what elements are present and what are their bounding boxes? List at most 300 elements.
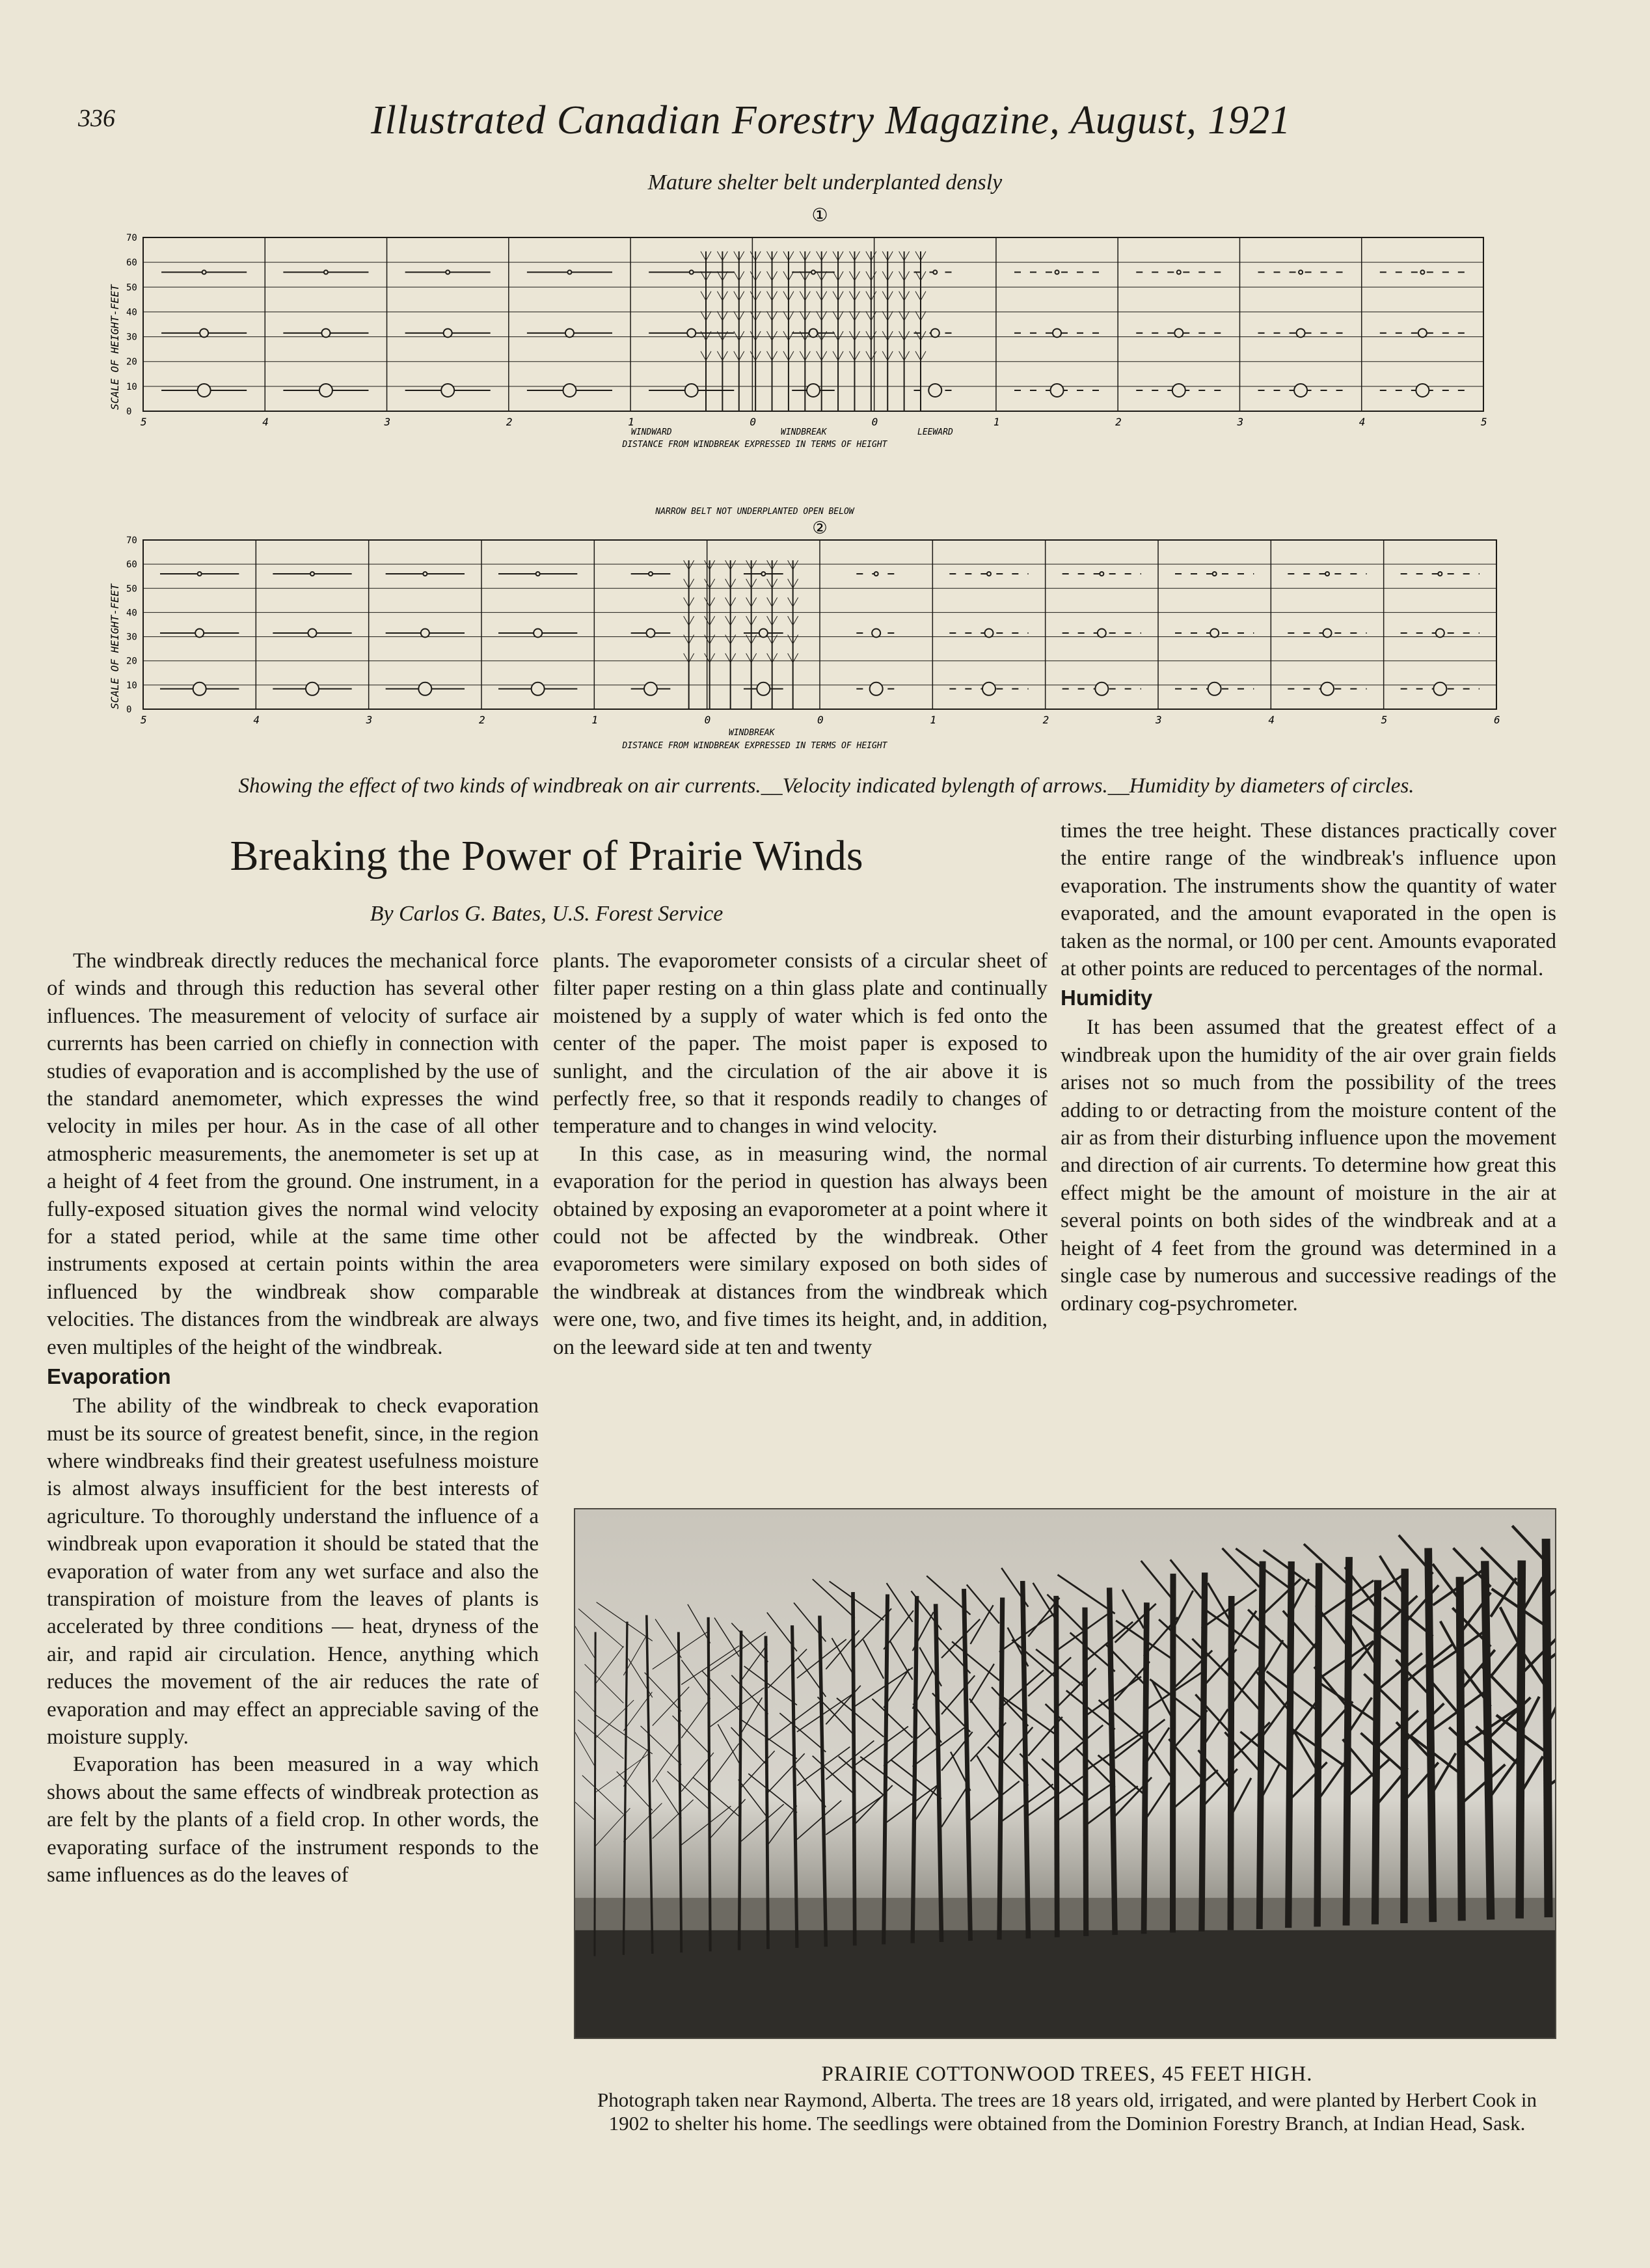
x-tick-label: 4	[1268, 714, 1275, 726]
top-axis-label-windward: WINDWARD	[631, 427, 672, 437]
tree-branch	[722, 251, 727, 260]
tree-branch	[800, 291, 805, 301]
paragraph: The windbreak directly reduces the mechanical force of winds and through this reduction has several other influences. The measurement of velocity of surface air currernts has been carried on chiefly in connection with studies of evaporation and is accomplished by the use of the standard anemometer, which expresses the wind velocity in miles per hour. As in the case of all other atmospheric measurements, the anemometer is set up at a height of 4 feet from the ground. One instrument, in a fully-exposed situation gives the normal wind velocity for a stated period, while at the same time other instruments exposed at certain points within the area influenced by the windbreak show comparable velocities. The distances from the windbreak are always even multiples of the height of the windbreak.	[47, 949, 539, 1359]
humidity-circle	[446, 270, 450, 274]
tree-branch	[710, 635, 715, 644]
tree-branch	[915, 291, 921, 301]
y-tick-label: 20	[126, 357, 137, 368]
tree-branch	[838, 251, 843, 260]
x-tick-label: 0	[704, 714, 711, 726]
tree-branch	[750, 311, 755, 320]
tree-branch	[882, 331, 887, 340]
tree-branch	[866, 351, 871, 360]
tree-branch	[833, 311, 838, 320]
x-tick-label: 1	[930, 714, 936, 726]
humidity-circle	[444, 329, 452, 337]
tree-branch	[689, 560, 694, 569]
tree-branch	[767, 251, 772, 260]
tree-branch	[899, 271, 904, 280]
humidity-circle	[757, 682, 770, 695]
tree-branch	[871, 271, 876, 280]
tree-branch	[833, 251, 838, 260]
humidity-circle	[567, 270, 571, 274]
y-tick-label: 50	[126, 584, 137, 595]
humidity-circle	[982, 682, 995, 695]
tree-branch	[717, 311, 722, 320]
humidity-circle	[421, 629, 429, 638]
tree-branch	[734, 351, 739, 360]
tree-branch	[849, 271, 854, 280]
x-tick-label: 3	[1156, 714, 1162, 726]
x-tick-label: 2	[1115, 416, 1122, 428]
humidity-circle	[987, 572, 991, 576]
humidity-circle	[441, 384, 454, 397]
tree-branch	[722, 311, 727, 320]
humidity-circle	[690, 270, 694, 274]
tree-branch	[767, 311, 772, 320]
humidity-heading: Humidity	[1061, 986, 1153, 1010]
tree-branch	[731, 597, 736, 606]
tree-branch	[725, 560, 731, 569]
tree-branch	[751, 597, 757, 606]
tree-branch	[684, 635, 689, 644]
humidity-circle	[1436, 629, 1444, 638]
tree-branch	[871, 251, 876, 260]
tree-branch	[722, 291, 727, 301]
y-tick-label: 60	[126, 560, 137, 571]
tree-branch	[750, 351, 755, 360]
humidity-circle	[324, 270, 328, 274]
tree-branch	[854, 331, 859, 340]
humidity-circle	[1100, 572, 1103, 576]
tree-branch	[684, 560, 689, 569]
tree-branch	[887, 351, 893, 360]
tree-branch	[739, 271, 744, 280]
tree-branch	[755, 251, 761, 260]
tree-branch	[789, 331, 794, 340]
tree-branch	[882, 291, 887, 301]
tree-branch	[689, 579, 694, 588]
tree-branch	[739, 291, 744, 301]
cottonwood-tree	[1036, 1595, 1144, 1936]
humidity-circle	[872, 629, 880, 638]
tree-branch	[822, 291, 827, 301]
tree-branch	[833, 331, 838, 340]
tree-branch	[725, 597, 731, 606]
tree-branch	[866, 331, 871, 340]
humidity-circle	[1053, 329, 1061, 337]
y-tick-label: 70	[126, 535, 137, 546]
tree-branch	[921, 311, 926, 320]
tree-branch	[833, 291, 838, 301]
humidity-circle	[319, 384, 332, 397]
humidity-circle	[759, 629, 768, 638]
tree-branch	[710, 597, 715, 606]
tree-branch	[684, 579, 689, 588]
x-tick-label: 1	[628, 416, 634, 428]
tree-branch	[750, 251, 755, 260]
tree-branch	[871, 311, 876, 320]
tree-branch	[772, 351, 778, 360]
tree-branch	[849, 331, 854, 340]
y-tick-label: 40	[126, 608, 137, 619]
tree-branch	[731, 635, 736, 644]
tree-branch	[751, 579, 757, 588]
humidity-circle	[933, 270, 937, 274]
tree-branch	[904, 331, 910, 340]
tree-branch	[731, 579, 736, 588]
tree-branch	[767, 597, 772, 606]
humidity-circle	[687, 329, 696, 337]
paragraph: In this case, as in measuring wind, the normal evaporation for the period in question has always been obtained by exposing an evaporometer at a point where it could not be affected by the windbreak. Other evaporometers were similary exposed on both sides of the windbreak at distances from the windbreak which were one, two, and five times its height, and, in addition, on the leeward side at ten and twenty	[553, 1142, 1048, 1359]
y-tick-label: 20	[126, 656, 137, 667]
article-headline: Breaking the Power of Prairie Winds	[230, 832, 863, 880]
tree-branch	[887, 251, 893, 260]
cottonwood-tree	[860, 1583, 964, 1943]
tree-branch	[838, 271, 843, 280]
x-tick-label: 5	[1481, 416, 1487, 428]
tree-branch	[725, 616, 731, 625]
humidity-circle	[310, 572, 314, 576]
tree-silhouettes	[575, 1509, 1555, 2038]
tree-branch	[689, 616, 694, 625]
paragraph: The ability of the windbreak to check evaporation must be its source of greatest benefit, since, in the region where windbreaks find their greatest usefulness moisture is almost always insufficient for the best interests of agriculture. To thoroughly understand the influence of a windbreak upon evaporation it should be stated that the evaporation of water from any wet surface and also the transpiration of moisture from the leaves of plants is accelerated by three conditions — heat, dryness of the air, and rapid air circulation. Hence, anything which reduces the movement of the air reduces the rate of evaporation and may effect an appreciable saving of the moisture supply.	[47, 1394, 539, 1749]
tree-branch	[701, 311, 706, 320]
tree-branch	[800, 311, 805, 320]
humidity-circle	[423, 572, 427, 576]
tree-branch	[684, 597, 689, 606]
photo-caption	[586, 2060, 1549, 2135]
y-tick-label: 0	[126, 705, 132, 715]
tree-branch	[871, 291, 876, 301]
tree-branch	[838, 331, 843, 340]
tree-branch	[767, 560, 772, 569]
x-tick-label: 1	[591, 714, 598, 726]
humidity-circle	[565, 329, 574, 337]
tree-branch	[854, 251, 859, 260]
tree-branch	[731, 560, 736, 569]
tree-branch	[751, 635, 757, 644]
tree-branch	[717, 291, 722, 301]
tree-branch	[849, 251, 854, 260]
tree-branch	[722, 351, 727, 360]
humidity-circle	[202, 270, 206, 274]
tree-branch	[904, 311, 910, 320]
tree-branch	[739, 351, 744, 360]
tree-branch	[772, 291, 778, 301]
cottonwood-tree	[1150, 1559, 1256, 1931]
humidity-circle	[1297, 329, 1305, 337]
tree-branch	[772, 271, 778, 280]
humidity-circle	[809, 329, 818, 337]
tree-branch	[822, 251, 827, 260]
tree-branch	[921, 351, 926, 360]
paragraph: plants. The evaporometer consists of a circular sheet of filter paper resting on a thin glass plate and continually moistened by a supply of water which is fed onto the center of the paper. The moist paper is exposed to sunlight, and the circulation of the air above it is perfectly free, so that it responds readily to changes of temperature and to changes in wind velocity.	[553, 949, 1048, 1139]
humidity-circle	[536, 572, 540, 576]
tree-branch	[788, 616, 793, 625]
tree-branch	[817, 291, 822, 301]
tree-branch	[915, 251, 921, 260]
tree-branch	[772, 311, 778, 320]
humidity-circle	[563, 384, 576, 397]
evaporation-heading: Evaporation	[47, 1364, 171, 1389]
tree-branch	[755, 351, 761, 360]
tree-branch	[921, 271, 926, 280]
paragraph: Evaporation has been measured in a way which shows about the same effects of windbreak protection as are felt by the plants of a field crop. In other words, the evaporating surface of the instrument responds to the same influences as do the leaves of	[47, 1753, 539, 1887]
humidity-circle	[1098, 629, 1106, 638]
tree-branch	[854, 291, 859, 301]
tree-branch	[904, 251, 910, 260]
humidity-circle	[193, 682, 206, 695]
x-tick-label: 5	[141, 416, 147, 428]
tree-branch	[833, 351, 838, 360]
x-tick-label: 4	[1359, 416, 1366, 428]
tree-branch	[783, 271, 789, 280]
tree-branch	[689, 597, 694, 606]
tree-branch	[822, 351, 827, 360]
tree-branch	[725, 579, 731, 588]
tree-branch	[800, 251, 805, 260]
tree-branch	[866, 311, 871, 320]
tree-branch	[739, 331, 744, 340]
humidity-circle	[649, 572, 653, 576]
tree-branch	[750, 291, 755, 301]
humidity-circle	[1051, 384, 1064, 397]
tree-branch	[789, 271, 794, 280]
humidity-circle	[931, 329, 940, 337]
cottonwood-tree	[1003, 1583, 1115, 1937]
tree-branch	[755, 311, 761, 320]
photo-caption-body: Photograph taken near Raymond, Alberta. The trees are 18 years old, irrigated, and were planted by Herbert Cook in 1902 to shelter his home. The seedlings were obtained from the Dominion Forestry Branch, at Indian Head, Sask.	[597, 2088, 1537, 2135]
tree-branch	[783, 311, 789, 320]
tree-branch	[822, 311, 827, 320]
humidity-circle	[1323, 629, 1332, 638]
article-byline: By Carlos G. Bates, U.S. Forest Service	[370, 902, 724, 926]
x-tick-label: 0	[871, 416, 878, 428]
tree-branch	[734, 271, 739, 280]
x-tick-label: 2	[479, 714, 485, 726]
tree-branch	[817, 311, 822, 320]
tree-branch	[887, 311, 893, 320]
humidity-circle	[195, 629, 204, 638]
humidity-circle	[321, 329, 330, 337]
tree-branch	[734, 311, 739, 320]
tree-branch	[783, 331, 789, 340]
tree-branch	[750, 331, 755, 340]
humidity-circle	[1438, 572, 1442, 576]
tree-branch	[772, 251, 778, 260]
tree-branch	[887, 291, 893, 301]
x-tick-label: 5	[141, 714, 147, 726]
tree-branch	[854, 311, 859, 320]
tree-branch	[805, 351, 810, 360]
tree-branch	[783, 251, 789, 260]
tree-branch	[706, 351, 711, 360]
humidity-circle	[198, 384, 211, 397]
tree-branch	[734, 331, 739, 340]
article-column-2	[553, 947, 1048, 1361]
humidity-circle	[1433, 682, 1446, 695]
tree-branch	[833, 271, 838, 280]
humidity-circle	[1177, 270, 1181, 274]
humidity-circle	[1294, 384, 1307, 397]
humidity-circle	[1325, 572, 1329, 576]
y-tick-label: 30	[126, 332, 137, 343]
tree-branch	[871, 331, 876, 340]
tree-branch	[921, 331, 926, 340]
ground	[575, 1924, 1555, 2038]
tree-branch	[767, 291, 772, 301]
tree-branch	[734, 291, 739, 301]
tree-branch	[849, 311, 854, 320]
x-tick-label: 3	[1237, 416, 1244, 428]
tree-branch	[746, 579, 751, 588]
tree-branch	[772, 331, 778, 340]
y-tick-label: 10	[126, 680, 137, 691]
tree-branch	[767, 351, 772, 360]
humidity-circle	[685, 384, 698, 397]
tree-branch	[882, 251, 887, 260]
tree-branch	[706, 251, 711, 260]
humidity-circle	[1213, 572, 1217, 576]
paragraph: It has been assumed that the greatest effect of a windbreak upon the humidity of the air over grain fields arises not so much from the possibility of the trees adding to or detracting from the moisture content of the air as from their disturbing influence upon the movement and direction of air currents. To determine how great this effect might be the amount of moisture in the air at several points on both sides of the windbreak and at a height of 4 feet from the ground was determined in a single case by numerous and successive readings of the ordinary cog-psychrometer.	[1061, 1016, 1556, 1316]
humidity-circle	[644, 682, 657, 695]
tree-branch	[701, 291, 706, 301]
paragraph: times the tree height. These distances practically cover the entire range of the windbreak's influence upon evaporation. The instruments show the quantity of water evaporated, and the amount evaporated in the open is taken as the normal, or 100 per cent. Amounts evaporated at other points are reduced to percentages of the normal.	[1061, 819, 1556, 981]
y-tick-label: 0	[126, 407, 132, 417]
x-tick-label: 4	[262, 416, 269, 428]
top-distance-label: DISTANCE FROM WINDBREAK EXPRESSED IN TERMS OF HEIGHT	[622, 440, 887, 450]
tree-branch	[838, 291, 843, 301]
tree-branch	[772, 597, 778, 606]
humidity-circle	[1208, 682, 1221, 695]
tree-branch	[783, 291, 789, 301]
tree-branch	[701, 251, 706, 260]
humidity-circle	[807, 384, 820, 397]
tree-branch	[882, 271, 887, 280]
tree-branch	[789, 351, 794, 360]
humidity-circle	[308, 629, 317, 638]
humidity-circle	[1321, 682, 1334, 695]
tree-branch	[717, 351, 722, 360]
bottom-distance-label: DISTANCE FROM WINDBREAK EXPRESSED IN TERMS OF HEIGHT	[622, 741, 887, 751]
humidity-circle	[761, 572, 765, 576]
tree-branch	[904, 351, 910, 360]
humidity-circle	[306, 682, 319, 695]
humidity-circle	[647, 629, 655, 638]
y-tick-label: 40	[126, 307, 137, 318]
article-column-1	[47, 947, 539, 1889]
cottonwood-tree	[742, 1612, 854, 1948]
tree-branch	[849, 291, 854, 301]
y-tick-label: 10	[126, 381, 137, 392]
cottonwood-tree	[1291, 1544, 1403, 1925]
tree-branch	[731, 616, 736, 625]
x-tick-label: 1	[993, 416, 1000, 428]
tree-branch	[788, 635, 793, 644]
tree-branch	[750, 271, 755, 280]
figure-caption: Showing the effect of two kinds of windbreak on air currents.__Velocity indicated bylength of arrows.__Humidity by diameters of circles.	[238, 774, 1414, 798]
tree-branch	[717, 251, 722, 260]
y-tick-label: 60	[126, 258, 137, 269]
tree-branch	[805, 311, 810, 320]
tree-branch	[805, 251, 810, 260]
article-column-3	[1061, 817, 1556, 1317]
humidity-circle	[985, 629, 994, 638]
x-tick-label: 5	[1381, 714, 1388, 726]
bottom-axis-label-windbreak: WINDBREAK	[729, 728, 775, 738]
tree-branch	[734, 251, 739, 260]
tree-branch	[746, 616, 751, 625]
x-tick-label: 4	[253, 714, 260, 726]
tree-branch	[793, 560, 798, 569]
x-tick-label: 2	[1042, 714, 1049, 726]
x-tick-label: 0	[750, 416, 757, 428]
tree-branch	[767, 331, 772, 340]
tree-branch	[866, 271, 871, 280]
tree-branch	[789, 291, 794, 301]
tree-branch	[882, 351, 887, 360]
tree-branch	[788, 597, 793, 606]
tree-branch	[789, 311, 794, 320]
tree-branch	[710, 616, 715, 625]
figure-title: Mature shelter belt underplanted densly	[647, 170, 1003, 195]
horizon	[575, 1898, 1555, 1930]
x-tick-label: 3	[366, 714, 373, 726]
tree-branch	[899, 291, 904, 301]
bottom-diagram-title: NARROW BELT NOT UNDERPLANTED OPEN BELOW	[655, 507, 854, 517]
tree-branch	[788, 579, 793, 588]
humidity-circle	[1055, 270, 1059, 274]
photo-caption-title: PRAIRIE COTTONWOOD TREES, 45 FEET HIGH.	[821, 2062, 1313, 2086]
tree-branch	[882, 311, 887, 320]
tree-branch	[739, 251, 744, 260]
tree-branch	[838, 351, 843, 360]
magazine-title: Illustrated Canadian Forestry Magazine, August, 1921	[371, 98, 1292, 142]
tree-branch	[887, 331, 893, 340]
tree-branch	[746, 597, 751, 606]
tree-branch	[871, 351, 876, 360]
tree-branch	[817, 251, 822, 260]
tree-branch	[793, 616, 798, 625]
tree-branch	[701, 351, 706, 360]
tree-branch	[793, 579, 798, 588]
tree-branch	[899, 311, 904, 320]
cottonwood-tree	[813, 1579, 913, 1945]
tree-branch	[755, 271, 761, 280]
tree-branch	[746, 560, 751, 569]
tree-branch	[915, 351, 921, 360]
page-number: 336	[78, 105, 115, 132]
tree-branch	[767, 579, 772, 588]
tree-branch	[805, 291, 810, 301]
x-tick-label: 6	[1494, 714, 1500, 726]
y-tick-label: 50	[126, 282, 137, 293]
tree-branch	[725, 635, 731, 644]
tree-branch	[739, 311, 744, 320]
humidity-circle	[1172, 384, 1185, 397]
top-windbreak-diagram	[104, 195, 1509, 455]
tree-branch	[904, 271, 910, 280]
cottonwood-trees-photo	[574, 1508, 1556, 2039]
tree-branch	[899, 351, 904, 360]
humidity-circle	[1174, 329, 1183, 337]
tree-branch	[767, 271, 772, 280]
humidity-circle	[874, 572, 878, 576]
tree-branch	[800, 351, 805, 360]
top-diagram-marker: ①	[811, 204, 828, 226]
top-axis-label-windbreak: WINDBREAK	[781, 427, 827, 437]
